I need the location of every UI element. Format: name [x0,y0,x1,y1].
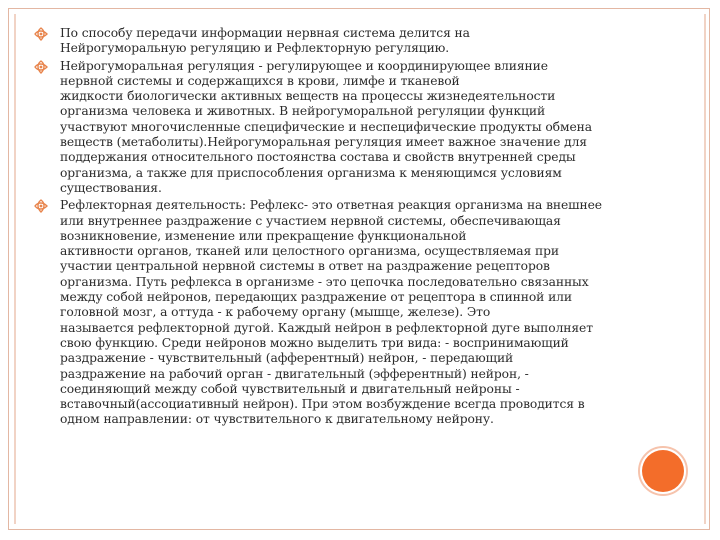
frame-left-accent [14,14,16,524]
list-item-text: Нейрогуморальная регуляция - регулирующее и координирующее влияние нервной системы и содержащихся в крови, лимфе и тканевой жидкости биологически активных веществ на процессы жизнедеятельности организма человека и животных. В нейрогуморальной регуляции функций участвуют многочисленные специфические и неспецифические продукты обмена веществ (метаболиты).Нейрогуморальная регуляция имеет важное значение для поддержания относительного постоянства состава и свойств внутренней среды организма, а также для приспособления организма к меняющимся условиям существования. [60,58,592,195]
accent-circle [642,450,684,492]
leaf-bullet-icon [34,27,48,41]
frame-right-accent [704,14,706,524]
list-item [34,198,624,427]
list-item [34,26,624,57]
list-item-text: Рефлекторная деятельность: Рефлекс- это ответная реакция организма на внешнее или внутреннее раздражение с участием нервной системы, обеспечивающая возникновение, изменение или прекращение функциональной активности органов, тканей или целостного организма, осуществляемая при участии центральной нервной системы в ответ на раздражение рецепторов организма. Путь рефлекса в организме - это цепочка последовательно связанных между собой нейронов, передающих раздражение от рецептора в спинной или головной мозг, а оттуда - к рабочему органу (мышце, железе). Это называется рефлекторной дугой. Каждый нейрон в рефлекторной дуге выполняет свою функцию. Среди нейронов можно выделить три вида: - воспринимающий раздражение - чувствительный (афферентный) нейрон, - передающий раздражение на рабочий орган - двигательный (эфферентный) нейрон, - соединяющий между собой чувствительный и двигательный нейроны - вставочный(ассоциативный нейрон). При этом возбуждение всегда проводится в одном направлении: от чувствительного к двигательному нейрону. [60,198,602,427]
list-item [34,59,624,197]
bullet-list [34,26,624,430]
list-item-text: По способу передачи информации нервная система делится на Нейрогуморальную регуляцию и Рефлекторную регуляцию. [60,26,470,56]
leaf-bullet-icon [34,60,48,74]
leaf-bullet-icon [34,199,48,213]
